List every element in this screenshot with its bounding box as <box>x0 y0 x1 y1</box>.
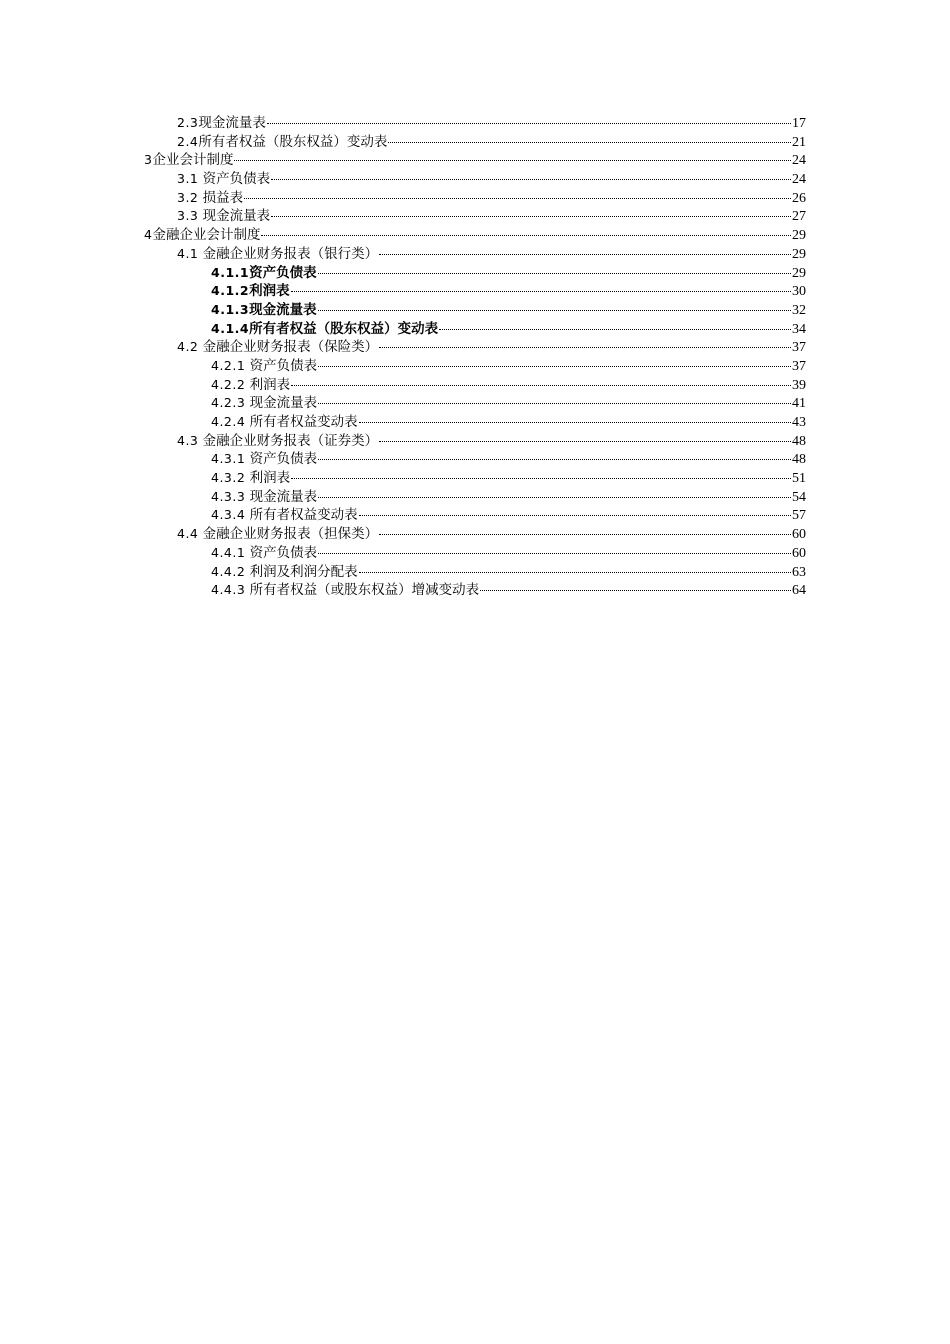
toc-entry[interactable] <box>144 207 806 226</box>
toc-entry-number: 4.1 <box>177 245 199 261</box>
toc-entry-title: 金融企业财务报表（证券类） <box>198 432 379 449</box>
toc-entry-page-number: 34 <box>792 321 806 337</box>
toc-entry-title: 现金流量表 <box>198 208 271 225</box>
toc-entry-title: 企业会计制度 <box>152 152 234 169</box>
toc-entry-number: 4.4.2 <box>211 563 246 579</box>
toc-entry-number: 4.3.3 <box>211 488 246 504</box>
toc-entry-page-number: 60 <box>792 527 806 543</box>
toc-entry-label <box>211 357 317 376</box>
toc-entry-number: 4.1.3 <box>211 301 250 317</box>
toc-entry[interactable] <box>144 394 806 413</box>
toc-entry-label <box>144 151 233 170</box>
toc-entry-number: 2.3 <box>177 115 199 130</box>
toc-dot-leader <box>379 532 791 535</box>
table-of-contents <box>144 114 806 600</box>
toc-entry-number: 2.4 <box>177 133 199 149</box>
toc-dot-leader <box>318 308 791 311</box>
toc-entry-title: 利润表 <box>249 283 290 300</box>
toc-entry[interactable] <box>144 432 806 451</box>
toc-dot-leader <box>439 327 791 330</box>
toc-entry-title: 损益表 <box>198 189 244 206</box>
toc-entry-number: 4.1.1 <box>211 264 250 280</box>
toc-entry-title: 现金流量表 <box>198 115 266 131</box>
toc-entry[interactable] <box>144 357 806 376</box>
toc-entry[interactable] <box>144 245 806 264</box>
toc-dot-leader <box>388 140 791 143</box>
toc-dot-leader <box>261 233 791 236</box>
toc-entry-label <box>211 450 317 469</box>
toc-entry-title: 金融企业会计制度 <box>152 227 261 244</box>
toc-entry-page-number: 24 <box>792 172 806 188</box>
toc-entry-number: 4 <box>144 227 153 243</box>
toc-entry-label <box>177 170 270 189</box>
toc-entry-title: 现金流量表 <box>245 395 318 412</box>
toc-entry[interactable] <box>144 525 806 544</box>
toc-dot-leader <box>291 476 791 479</box>
toc-entry-label <box>211 488 317 507</box>
toc-entry-number: 4.3.2 <box>211 470 246 486</box>
toc-dot-leader <box>379 345 791 348</box>
toc-entry-title: 利润表 <box>245 376 291 393</box>
toc-entry-label <box>177 525 378 544</box>
toc-entry-label <box>177 114 266 133</box>
toc-dot-leader <box>359 570 791 573</box>
toc-dot-leader <box>318 364 791 367</box>
toc-entry[interactable] <box>144 226 806 245</box>
toc-entry-page-number: 29 <box>792 265 806 281</box>
toc-dot-leader <box>244 196 791 199</box>
toc-entry-page-number: 48 <box>792 433 806 449</box>
toc-entry-title: 资产负债表 <box>245 357 318 374</box>
toc-entry-label <box>177 245 378 264</box>
toc-dot-leader <box>291 383 791 386</box>
toc-dot-leader <box>359 513 791 516</box>
toc-entry-title: 利润表 <box>245 470 291 487</box>
toc-entry-label <box>177 133 387 152</box>
toc-entry[interactable] <box>144 133 806 152</box>
toc-entry-number: 4.3.4 <box>211 507 246 523</box>
toc-entry-page-number: 37 <box>792 358 806 374</box>
toc-entry-label <box>211 282 290 301</box>
toc-entry[interactable] <box>144 450 806 469</box>
toc-dot-leader <box>271 177 791 180</box>
toc-entry-number: 4.2.1 <box>211 357 246 373</box>
toc-entry-number: 4.4.3 <box>211 582 246 598</box>
toc-entry-label <box>211 376 290 395</box>
toc-entry-page-number: 39 <box>792 377 806 393</box>
toc-dot-leader <box>234 158 791 161</box>
toc-entry-page-number: 57 <box>792 508 806 524</box>
toc-entry[interactable] <box>144 189 806 208</box>
toc-entry[interactable] <box>144 506 806 525</box>
toc-entry-title: 金融企业财务报表（银行类） <box>198 245 379 262</box>
toc-entry-page-number: 63 <box>792 564 806 580</box>
toc-entry-number: 4.3 <box>177 432 199 448</box>
toc-entry-number: 4.1.2 <box>211 283 250 299</box>
toc-entry-number: 3.1 <box>177 171 199 187</box>
toc-entry-page-number: 43 <box>792 415 806 430</box>
toc-entry-page-number: 48 <box>792 452 806 468</box>
toc-entry-title: 现金流量表 <box>249 301 317 318</box>
toc-entry-page-number: 54 <box>792 489 806 505</box>
toc-entry-page-number: 60 <box>792 545 806 561</box>
toc-entry-title: 资产负债表 <box>249 264 317 281</box>
toc-entry-page-number: 21 <box>792 134 806 150</box>
toc-entry[interactable] <box>144 376 806 395</box>
toc-entry-number: 3.3 <box>177 208 199 224</box>
toc-entry-page-number: 27 <box>792 209 806 225</box>
toc-entry-label <box>211 301 317 320</box>
toc-entry-label <box>211 469 290 488</box>
toc-entry[interactable] <box>144 413 806 432</box>
toc-entry-number: 4.2.2 <box>211 376 246 392</box>
toc-entry-title: 所有者权益变动表 <box>245 507 358 524</box>
toc-entry-title: 资产负债表 <box>245 544 318 561</box>
toc-entry-page-number: 51 <box>792 471 806 487</box>
toc-entry-number: 3 <box>144 152 153 168</box>
toc-entry[interactable] <box>144 114 806 133</box>
toc-entry-number: 4.1.4 <box>211 320 250 336</box>
toc-dot-leader <box>379 439 791 442</box>
toc-entry-number: 4.2 <box>177 339 199 355</box>
toc-entry-page-number: 29 <box>792 246 806 262</box>
toc-entry-title: 利润及利润分配表 <box>245 563 358 580</box>
toc-entry-label <box>211 563 358 582</box>
toc-entry-number: 4.4 <box>177 526 199 542</box>
toc-entry-label <box>211 544 317 563</box>
toc-entry[interactable] <box>144 563 806 582</box>
toc-dot-leader <box>359 420 791 423</box>
toc-dot-leader <box>291 289 791 292</box>
toc-entry-label <box>177 432 378 451</box>
toc-dot-leader <box>267 121 791 124</box>
toc-entry-page-number: 24 <box>792 153 806 169</box>
toc-entry-label <box>211 320 438 339</box>
toc-entry-title: 资产负债表 <box>198 171 271 188</box>
toc-entry[interactable] <box>144 338 806 357</box>
toc-entry-label <box>211 394 317 413</box>
toc-entry-page-number: 26 <box>792 190 806 206</box>
toc-entry[interactable] <box>144 488 806 507</box>
toc-entry-number: 4.2.4 <box>211 414 246 429</box>
toc-entry-number: 4.3.1 <box>211 451 246 467</box>
toc-dot-leader <box>318 401 791 404</box>
toc-entry-label <box>211 506 358 525</box>
toc-entry-number: 3.2 <box>177 189 199 205</box>
toc-entry-page-number: 37 <box>792 340 806 356</box>
toc-entry-title: 所有者权益（股东权益）变动表 <box>198 133 388 150</box>
toc-entry-label <box>144 226 260 245</box>
toc-entry-page-number: 41 <box>792 396 806 412</box>
toc-entry-label <box>211 264 317 283</box>
toc-entry-title: 资产负债表 <box>245 451 318 468</box>
toc-entry-label <box>211 581 479 600</box>
toc-entry[interactable] <box>144 581 806 600</box>
toc-entry-title: 金融企业财务报表（保险类） <box>198 339 379 356</box>
toc-entry-label <box>177 338 378 357</box>
toc-entry-page-number: 32 <box>792 302 806 318</box>
toc-dot-leader <box>318 457 791 460</box>
toc-entry[interactable] <box>144 469 806 488</box>
toc-entry-label <box>177 207 270 226</box>
toc-entry-page-number: 64 <box>792 583 806 599</box>
toc-dot-leader <box>318 551 791 554</box>
toc-entry[interactable] <box>144 544 806 563</box>
toc-entry[interactable] <box>144 301 806 320</box>
toc-dot-leader <box>318 495 791 498</box>
toc-dot-leader <box>379 252 791 255</box>
toc-dot-leader <box>271 214 791 217</box>
toc-entry[interactable] <box>144 264 806 283</box>
toc-entry[interactable] <box>144 282 806 301</box>
toc-entry-title: 所有者权益（或股东权益）增减变动表 <box>245 582 480 599</box>
toc-entry-number: 4.4.1 <box>211 544 246 560</box>
toc-entry-title: 所有者权益（股东权益）变动表 <box>249 320 439 337</box>
toc-entry-page-number: 30 <box>792 284 806 300</box>
toc-dot-leader <box>318 271 791 274</box>
toc-entry-number: 4.2.3 <box>211 395 246 411</box>
toc-entry[interactable] <box>144 151 806 170</box>
toc-entry[interactable] <box>144 320 806 339</box>
toc-entry-label <box>211 413 358 432</box>
toc-entry-title: 所有者权益变动表 <box>245 414 358 430</box>
toc-entry-page-number: 29 <box>792 228 806 244</box>
toc-dot-leader <box>480 588 791 591</box>
toc-entry-title: 金融企业财务报表（担保类） <box>198 526 379 543</box>
toc-entry-title: 现金流量表 <box>245 488 318 505</box>
toc-entry-label <box>177 189 243 208</box>
toc-entry[interactable] <box>144 170 806 189</box>
toc-entry-page-number: 17 <box>792 116 806 131</box>
